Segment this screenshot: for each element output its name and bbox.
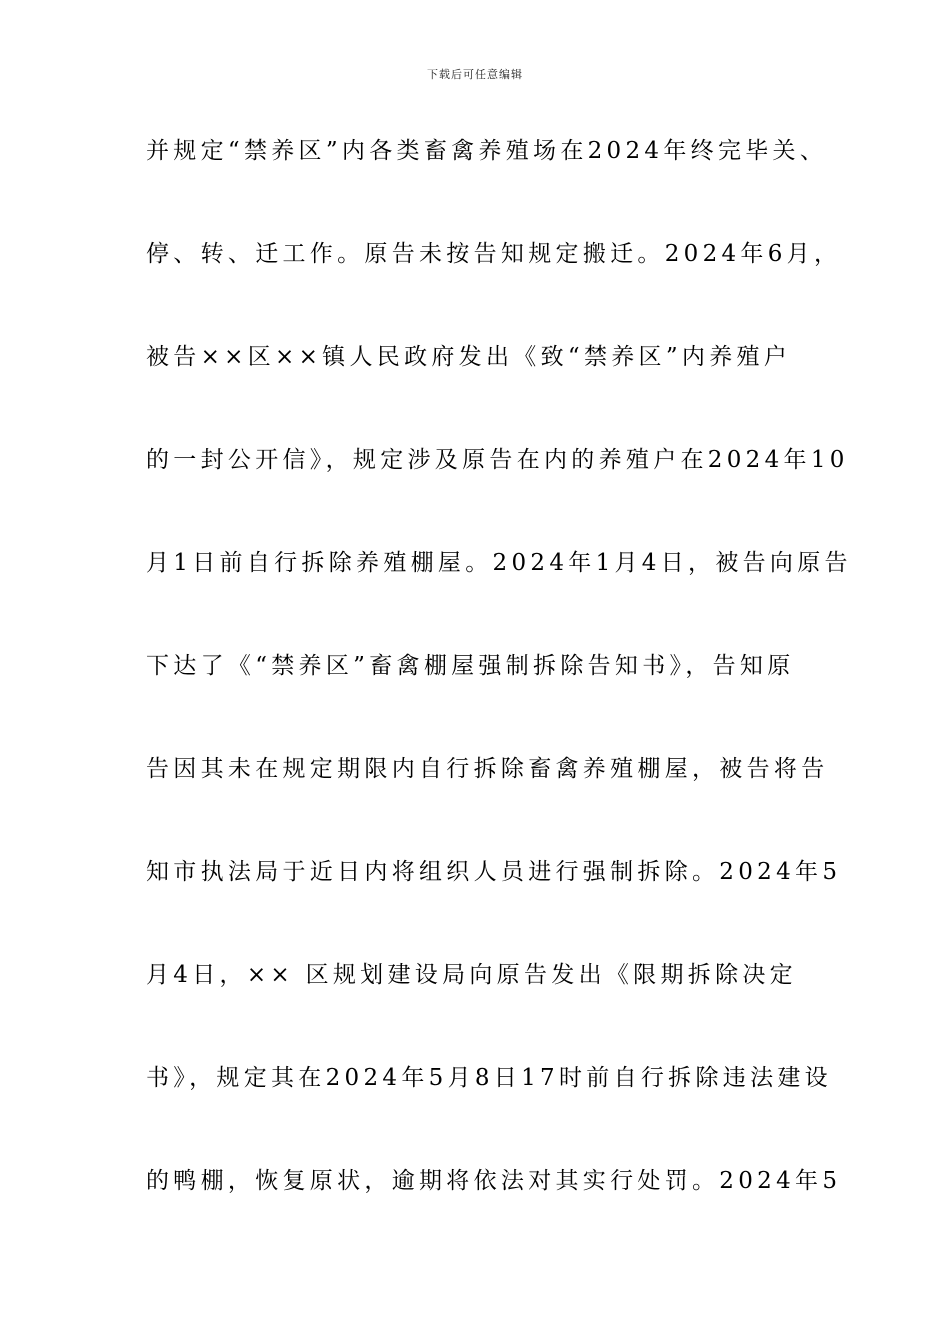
text-line: 月4日，×× 区规划建设局向原告发出《限期拆除决定	[146, 962, 797, 988]
text-line: 被告××区××镇人民政府发出《致“禁养区”内养殖户	[146, 344, 792, 370]
text-line: 书》，规定其在2024年5月8日17时前自行拆除违法建设	[146, 1065, 832, 1091]
body-text	[146, 128, 852, 1261]
header-note: 下载后可任意编辑	[427, 68, 523, 81]
text-line: 的鸭棚，恢复原状，逾期将依法对其实行处罚。2024年5	[146, 1168, 842, 1194]
text-line: 知市执法局于近日内将组织人员进行强制拆除。2024年5	[146, 859, 842, 885]
text-line: 停、转、迁工作。原告未按告知规定搬迁。2024年6月，	[146, 241, 842, 267]
text-line: 并规定“禁养区”内各类畜禽养殖场在2024年终完毕关、	[146, 138, 828, 164]
text-line: 月1日前自行拆除养殖棚屋。2024年1月4日，被告向原告	[146, 550, 852, 576]
text-line: 告因其未在规定期限内自行拆除畜禽养殖棚屋，被告将告	[146, 756, 829, 782]
text-line: 下达了《“禁养区”畜禽棚屋强制拆除告知书》，告知原	[146, 653, 795, 679]
text-line: 的一封公开信》，规定涉及原告在内的养殖户在2024年10	[146, 447, 849, 473]
